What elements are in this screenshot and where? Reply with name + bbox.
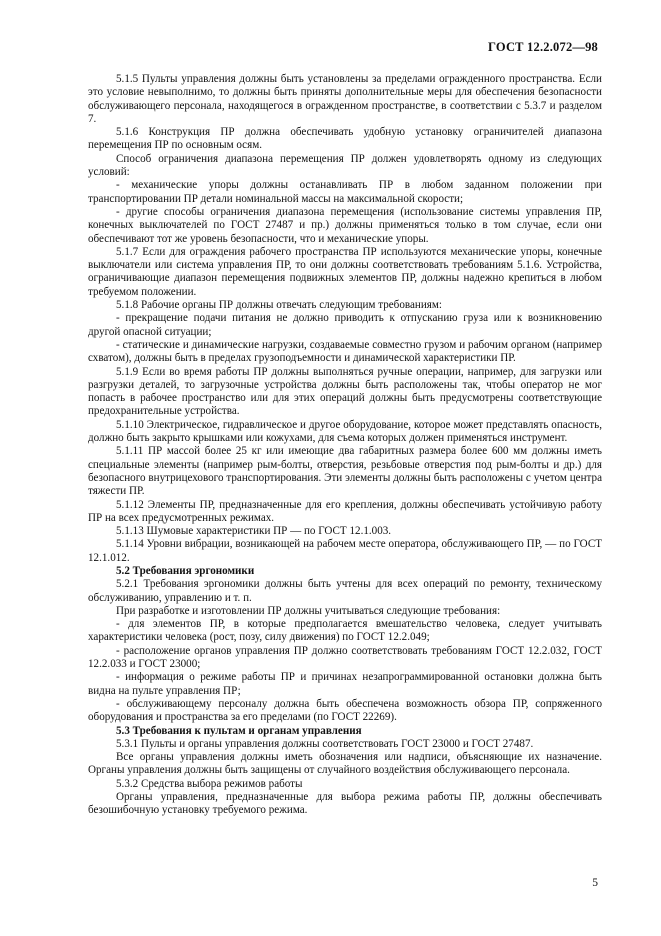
section-heading-5-3: 5.3 Требования к пультам и органам управления — [116, 724, 362, 737]
paragraph-5-1-8: 5.1.8 Рабочие органы ПР должны отвечать следующим требованиям: — [116, 299, 442, 312]
paragraph-5-1-7: 5.1.7 Если для ограждения рабочего пространства ПР используются механические упоры, конечные выключатели или система управления ПР, то они должны соответствовать требованиям 5.1.6. Устройства, ограничивающие диапазон перемещения подвижных элементов ПР, должны надежно крепиться в любом требуемом положении. — [88, 245, 602, 298]
paragraph-5-1-12: 5.1.12 Элементы ПР, предназначенные для его крепления, должны обеспечивать устойчивую работу ПР на всех предусмотренных режимах. — [88, 498, 602, 524]
list-item: - прекращение подачи питания не должно приводить к отпусканию груза или к возникновению другой опасной ситуации; — [88, 312, 602, 338]
paragraph-5-1-6: 5.1.6 Конструкция ПР должна обеспечивать удобную установку ограничителей диапазона перемещения ПР по основным осям. — [88, 126, 602, 152]
paragraph: При разработке и изготовлении ПР должны учитываться следующие требования: — [116, 604, 501, 617]
paragraph-5-2-1: 5.2.1 Требования эргономики должны быть учтены для всех операций по ремонту, техническому обслуживанию, управлению и т. п. — [88, 578, 602, 604]
page-number: 5 — [592, 877, 598, 889]
paragraph-5-3-1: 5.3.1 Пульты и органы управления должны соответствовать ГОСТ 23000 и ГОСТ 27487. — [116, 737, 534, 750]
paragraph-5-1-14: 5.1.14 Уровни вибрации, возникающей на рабочем месте оператора, обслуживающего ПР, — по ГОСТ 12.1.012. — [88, 538, 602, 564]
paragraph-5-1-10: 5.1.10 Электрическое, гидравлическое и другое оборудование, которое может представлять опасность, должно быть закрыто крышками или кожухами, для съема которых должен применяться инструмент. — [88, 418, 602, 445]
paragraph-5-3-2: 5.3.2 Средства выбора режимов работы — [116, 777, 303, 790]
list-item: - механические упоры должны останавливать ПР в любом заданном положении при транспортировании ПР детали номинальной массы на максимальной скорости; — [88, 179, 602, 205]
list-item: - другие способы ограничения диапазона перемещения (использование системы управления ПР, конечных выключателей по ГОСТ 27487 и пр.) должны применяться только в том случае, если они обеспечивают тот же уровень безопасности, что и механические упоры. — [88, 205, 602, 245]
paragraph-5-1-13: 5.1.13 Шумовые характеристики ПР — по ГОСТ 12.1.003. — [116, 525, 392, 538]
section-heading-5-2: 5.2 Требования эргономики — [116, 564, 255, 577]
paragraph-5-1-11: 5.1.11 ПР массой более 25 кг или имеющие два габаритных размера более 600 мм должны иметь специальные элементы (например рым-болты, отверстия, резьбовые отверстия под рым-болты и др.) для безопасного внутрицехового транспортирования. Эти элементы должны быть расположены с учетом центра тяжести ПР. — [88, 445, 602, 498]
list-item: - информация о режиме работы ПР и причинах незапрограммированной остановки должна быть видна на пульте управления ПР; — [88, 671, 602, 697]
paragraph: Способ ограничения диапазона перемещения ПР должен удовлетворять одному из следующих условий: — [88, 152, 602, 179]
paragraph: Все органы управления должны иметь обозначения или надписи, объясняющие их назначение. Органы управления должны быть защищены от случайного воздействия обслуживающего персонала. — [88, 751, 602, 777]
list-item: - обслуживающему персоналу должна быть обеспечена возможность обзора ПР, сопряженного оборудования и пространства за его пределами (по ГОСТ 22269). — [88, 697, 602, 724]
paragraph: Органы управления, предназначенные для выбора режима работы ПР, должны обеспечивать безошибочную установку требуемого режима. — [88, 791, 602, 817]
list-item: - для элементов ПР, в которые предполагается вмешательство человека, следует учитывать характеристики человека (рост, позу, силу движения) по ГОСТ 12.2.049; — [88, 618, 602, 644]
list-item: - расположение органов управления ПР должно соответствовать требованиям ГОСТ 12.2.032, ГОСТ 12.2.033 и ГОСТ 23000; — [88, 644, 602, 671]
paragraph-5-1-9: 5.1.9 Если во время работы ПР должны выполняться ручные операции, например, для загрузки или разгрузки деталей, то загрузочные устройства должны быть расположены так, чтобы оператор не мог попасть в рабочее пространство или для этих операций должны быть предусмотрены соответствующие предохранительные устройства. — [88, 365, 602, 418]
list-item: - статические и динамические нагрузки, создаваемые совместно грузом и рабочим органом (например схватом), должны быть в пределах грузоподъемности и динамической характеристики ПР. — [88, 338, 602, 365]
document-body — [88, 73, 602, 818]
document-code-header: ГОСТ 12.2.072—98 — [488, 40, 598, 54]
paragraph-5-1-5: 5.1.5 Пульты управления должны быть установлены за пределами огражденного пространства. Если это условие невыполнимо, то должны быть приняты дополнительные меры для обеспечения безопасности обслуживающего персонала, находящегося в огражденном пространстве, в соответствии с 5.3.7 и разделом 7. — [88, 73, 602, 125]
